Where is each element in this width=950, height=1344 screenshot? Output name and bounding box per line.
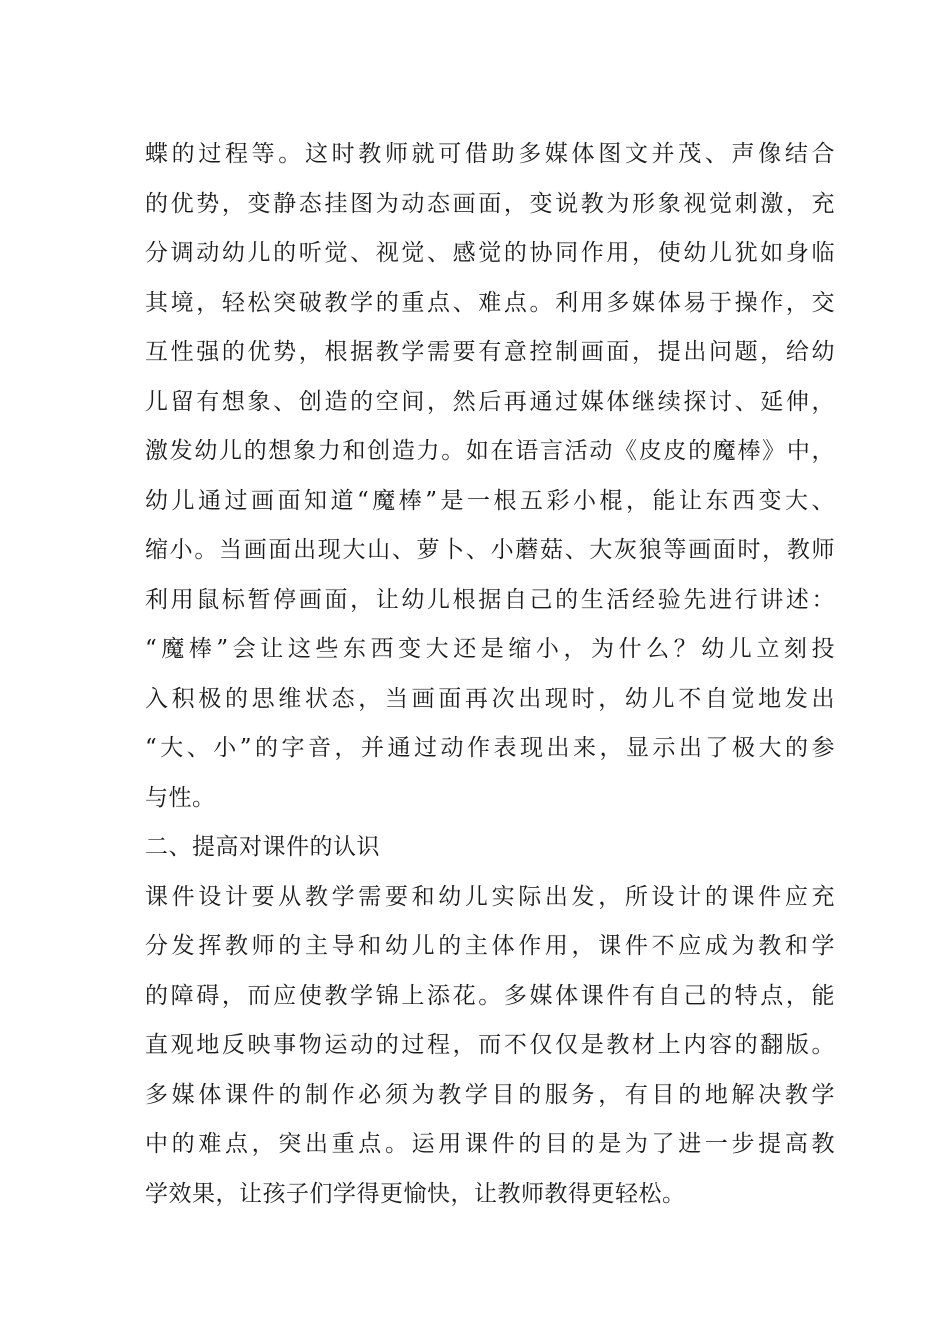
paragraph bbox=[145, 873, 835, 1220]
text-line: 激发幼儿的想象力和创造力。如在语言活动《皮皮的魔棒》中， bbox=[145, 438, 835, 464]
text-line: 其境，轻松突破教学的重点、难点。利用多媒体易于操作，交 bbox=[145, 289, 835, 316]
text-line: 儿留有想象、创造的空间，然后再通过媒体继续探讨、延伸， bbox=[145, 388, 835, 415]
text-line: 直观地反映事物运动的过程，而不仅仅是教材上内容的翻版。 bbox=[145, 1032, 835, 1058]
text-line: 学效果，让孩子们学得更愉快，让教师教得更轻松。 bbox=[145, 1180, 686, 1207]
text-line: 缩小。当画面出现大山、萝卜、小蘑菇、大灰狼等画面时，教师 bbox=[145, 537, 835, 563]
text-line: 的优势，变静态挂图为动态画面，变说教为形象视觉刺激，充 bbox=[145, 190, 835, 217]
text-line: 互性强的优势，根据教学需要有意控制画面，提出问题，给幼 bbox=[145, 339, 835, 365]
text-line: 分发挥教师的主导和幼儿的主体作用，课件不应成为教和学 bbox=[145, 933, 835, 959]
text-line: “大、小”的字音，并通过动作表现出来，显示出了极大的参 bbox=[145, 735, 835, 761]
text-line: 分调动幼儿的听觉、视觉、感觉的协同作用，使幼儿犹如身临 bbox=[145, 240, 835, 266]
text-line: 中的难点，突出重点。运用课件的目的是为了进一步提高教 bbox=[145, 1131, 835, 1157]
text-line: 入积极的思维状态，当画面再次出现时，幼儿不自觉地发出 bbox=[145, 685, 835, 712]
document-body bbox=[145, 130, 835, 1219]
text-line: 幼儿通过画面知道“魔棒”是一根五彩小棍，能让东西变大、 bbox=[145, 487, 835, 514]
section-heading: 二、提高对课件的认识 bbox=[145, 834, 380, 860]
text-line: 与性。 bbox=[145, 784, 216, 811]
text-line: 蝶的过程等。这时教师就可借助多媒体图文并茂、声像结合 bbox=[145, 141, 835, 167]
text-line: “魔棒”会让这些东西变大还是缩小，为什么？幼儿立刻投 bbox=[145, 636, 835, 662]
text-line: 课件设计要从教学需要和幼儿实际出发，所设计的课件应充 bbox=[145, 883, 835, 910]
text-line: 多媒体课件的制作必须为教学目的服务，有目的地解决教学 bbox=[145, 1081, 835, 1108]
text-line: 的障碍，而应使教学锦上添花。多媒体课件有自己的特点，能 bbox=[145, 982, 835, 1009]
paragraph bbox=[145, 130, 835, 823]
text-line: 利用鼠标暂停画面，让幼儿根据自己的生活经验先进行讲述： bbox=[145, 586, 835, 613]
